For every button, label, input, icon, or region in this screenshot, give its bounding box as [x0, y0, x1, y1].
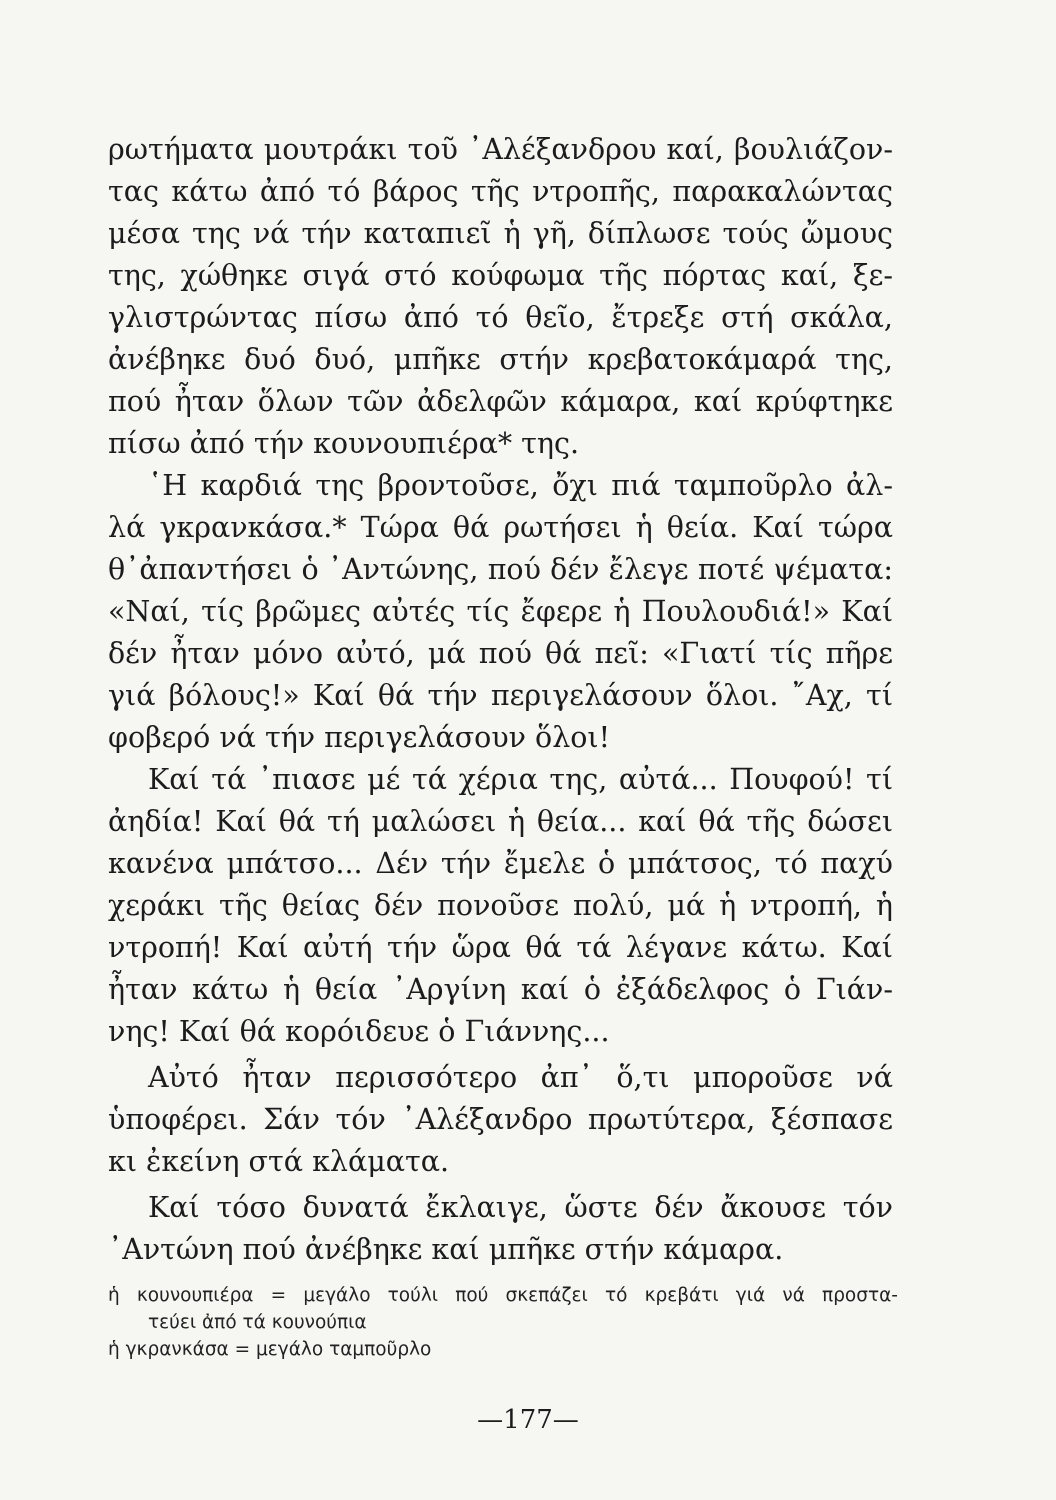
- text-line: μέσα της νά τήν καταπιεῖ ἡ γῆ, δίπλωσε τούς ὤμους: [108, 217, 893, 250]
- text-line: τας κάτω ἀπό τό βάρος τῆς ντροπῆς, παρακαλώντας: [108, 175, 893, 208]
- text-line: πίσω ἀπό τήν κουνουπιέρα* της.: [108, 427, 580, 460]
- text-line: ντροπή! Καί αὐτή τήν ὥρα θά τά λέγανε κάτω. Καί: [108, 931, 893, 964]
- text-line: Καί τόσο δυνατά ἔκλαιγε, ὥστε δέν ἄκουσε τόν: [148, 1191, 893, 1224]
- text-line: γλιστρώντας πίσω ἀπό τό θεῖο, ἔτρεξε στή σκάλα,: [108, 301, 893, 334]
- text-line: «Ναί, τίς βρῶμες αὐτές τίς ἔφερε ἡ Πουλουδιά!» Καί: [108, 595, 893, 628]
- footnote-kounoupiera: ἡ κουνουπιέρα = μεγάλο τούλι πού σκεπάζει τό κρεβάτι γιά νά προστα-: [108, 1285, 898, 1306]
- text-line: Καί τά ᾿πιασε μέ τά χέρια της, αὐτά... Πουφού! τί: [148, 763, 893, 796]
- text-line: κι ἐκείνη στά κλάματα.: [108, 1145, 450, 1178]
- text-line: ὑποφέρει. Σάν τόν ᾿Αλέξανδρο πρωτύτερα, ξέσπασε: [108, 1103, 893, 1136]
- text-line: δέν ἦταν μόνο αὐτό, μά πού θά πεῖ: «Γιατί τίς πῆρε: [108, 637, 893, 670]
- text-line: φοβερό νά τήν περιγελάσουν ὅλοι!: [108, 721, 611, 754]
- text-line: ῾Η καρδιά της βροντοῦσε, ὄχι πιά ταμποῦρλο ἀλ-: [148, 469, 893, 502]
- text-line: Αὐτό ἦταν περισσότερο ἀπ᾿ ὅ,τι μποροῦσε νά: [148, 1061, 893, 1094]
- text-line: ἦταν κάτω ἡ θεία ᾿Αργίνη καί ὁ ἐξάδελφος ὁ Γιάν-: [108, 973, 893, 1006]
- footnote-kounoupiera-continued: τεύει ἀπό τά κουνούπια: [148, 1312, 367, 1333]
- text-line: ἀηδία! Καί θά τή μαλώσει ἡ θεία... καί θά τῆς δώσει: [108, 805, 893, 838]
- text-line: της, χώθηκε σιγά στό κούφωμα τῆς πόρτας καί, ξε-: [108, 259, 893, 292]
- text-line: θ᾿ἀπαντήσει ὁ ᾿Αντώνης, πού δέν ἔλεγε ποτέ ψέματα:: [108, 553, 893, 586]
- text-line: λά γκρανκάσα.* Τώρα θά ρωτήσει ἡ θεία. Καί τώρα: [108, 511, 893, 544]
- text-line: ἀνέβηκε δυό δυό, μπῆκε στήν κρεβατοκάμαρά της,: [108, 343, 893, 376]
- text-line: χεράκι τῆς θείας δέν πονοῦσε πολύ, μά ἡ ντροπή, ἡ: [108, 889, 893, 922]
- text-line: ᾿Αντώνη πού ἀνέβηκε καί μπῆκε στήν κάμαρα.: [108, 1233, 784, 1266]
- text-line: πού ἦταν ὅλων τῶν ἀδελφῶν κάμαρα, καί κρύφτηκε: [108, 385, 893, 418]
- text-line: γιά βόλους!» Καί θά τήν περιγελάσουν ὅλοι. ῎Αχ, τί: [108, 679, 893, 712]
- text-line: κανένα μπάτσο... Δέν τήν ἔμελε ὁ μπάτσος, τό παχύ: [108, 847, 893, 880]
- text-line: ρωτήματα μουτράκι τοῦ ᾿Αλέξανδρου καί, βουλιάζον-: [108, 133, 893, 166]
- page-number: —177—: [477, 1405, 579, 1435]
- footnotes: [108, 1282, 898, 1363]
- text-line: νης! Καί θά κορόιδευε ὁ Γιάννης...: [108, 1015, 610, 1048]
- footnote-grankasa: ἡ γκρανκάσα = μεγάλο ταμποῦρλο: [108, 1339, 432, 1360]
